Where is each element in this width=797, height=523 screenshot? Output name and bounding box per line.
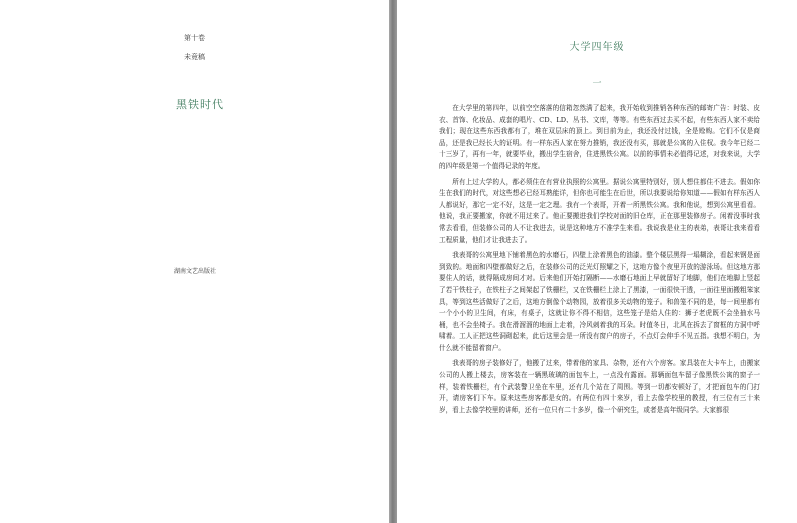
paragraph: 我表哥的公寓里地下铺着黑色的水磨石，四壁上涂着黑色的油漆。整个楼层黑得一塌糊涂，看起来钢是面到致的。地面和四壁都做好之后，在装修公司的泛光灯照耀之下，这地方像个夜里开放的游泳场。但这地方那要住人的话，就得隔成房间才对。后来他们开始打隔断——水磨石地面上早就留好了地脚，他们在地脚上竖起了若干铁柱子，在铁柱子之间架起了铁栅栏，又在铁栅栏上涂上了黑漆，一面很快干透，一面往里面搬粗笨家具，等到这些活做好了之后，这地方倒像个动物园，放着很多关动物的笼子。和兽笼不同的是，每一间里都有一个小小的卫生间，有床，有桌子，这就让你不得不相信，这些笼子是给人住的：狮子老虎既不会坐抽水马桶，也不会坐椅子。我在滑溜溜的地面上走着，冷风刺着我的耳朵。时值冬日，北风在拆去了窗框的方洞中呼啸着。工人正把这些洞砌起来，此后这里会是一所没有窗户的房子，不点灯会伸手不见五指。我想不明白，为什么就不能留着窗户。 bbox=[439, 251, 760, 352]
chapter-title: 大学四年级 bbox=[569, 42, 625, 53]
paragraph: 在大学里的第四年，以前空空落落的信箱忽然满了起来，我开始收到推销各种东西的邮寄广告：时装、皮衣、首饰、化妆品、成套的唱片、CD、LD、丛书、文库，等等。有些东西过去买不起，有些东西人家不卖给我们；现在这些东西我都有了，堆在双层床的顶上。到目前为止，我还没付过钱，全是赊购。它们不仅是商品，还是我已经长大的证明。有一样东西人家在努力推销，我还没有买，那就是公寓的入住权。我今年已经二十三岁了，再有一年，就要毕业，搬出学生宿舍，住进黑铁公寓。以前的事情未必值得记述，对我来说，大学的四年级是第一个值得记录的年度。 bbox=[439, 104, 760, 170]
paragraph: 我表哥的房子装修好了，他搬了过来，带着他的家具、杂物，还有六个房客。家具装在大卡车上，由搬家公司的人搬上楼去，房客装在一辆黑玻璃的面包车上，一点没有露面。那辆面包车留子像黑铁公寓的窗子一样，装着铁栅栏，有个武装警卫坐在车里，还有几个站在了周围。等到一切都安顿好了，才把面包车的门打开，请房客们下车。原来这些房客都是女的。有两位有四十来岁，看上去像学校里的教授，有三位有三十来岁，看上去像学校里的讲师，还有一位只有二十多岁，像一个研究生，或者是高年级同学。大家都很 bbox=[439, 359, 760, 414]
left-page bbox=[0, 0, 389, 523]
right-page bbox=[397, 0, 797, 523]
volume-label: 第十卷 bbox=[184, 34, 205, 42]
edition-label: 未竟稿 bbox=[184, 53, 205, 61]
chapter-body bbox=[439, 103, 760, 420]
paragraph: 所有上过大学的人，都必须住在有营业执照的公寓里。据说公寓里特别好，别人想住都住不进去。假如你生在我们的时代，对这些想必已经耳熟能详，但你也可能生在后世，所以我要说给你知道——假如有样东西人人都说好，那它一定不好，这是一定之理。我有一个表哥，开着一所黑铁公寓。我和他说，想到公寓里看看。他说，我正要搬家，你就不用过来了。他正要搬进我们学校对面的旧仓库，正在那里装修房子。闲着没事时我常去看看，但装修公司的人不让我进去，说是这种地方不准学生来看。我说我是业主的表弟，表哥让我来看看工程质量，他们才让我进去了。 bbox=[439, 177, 760, 244]
page-gutter bbox=[389, 0, 397, 523]
chapter-number: 一 bbox=[592, 79, 602, 89]
publisher-label: 湖南文艺出版社 bbox=[174, 268, 217, 275]
book-title: 黑铁时代 bbox=[176, 98, 224, 111]
